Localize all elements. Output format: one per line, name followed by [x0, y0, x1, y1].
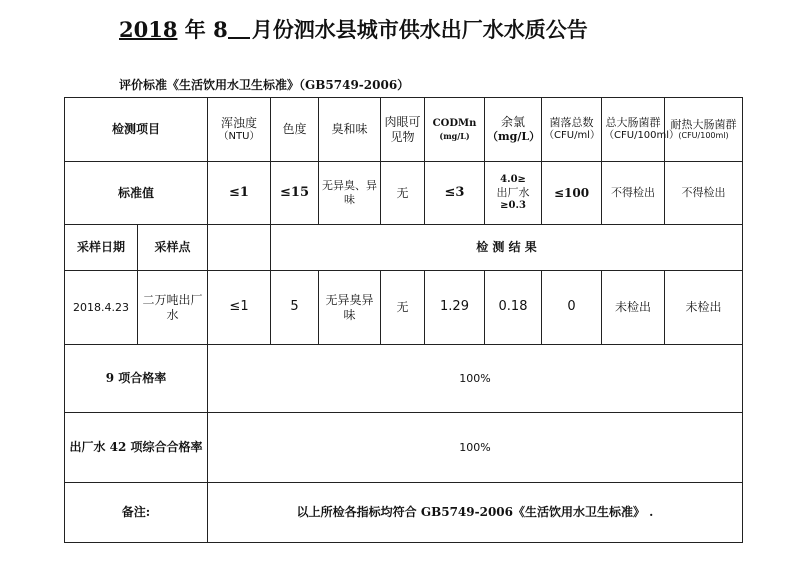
- header-coliform: 总大肠菌群 （CFU/100ml）: [602, 98, 665, 162]
- rate9-value: 100%: [208, 345, 743, 413]
- header-item: 检测项目: [65, 98, 208, 162]
- title-blank: [228, 17, 250, 39]
- result-chlorine: 0.18: [485, 271, 542, 345]
- standard-row: [65, 162, 743, 225]
- page-title: [119, 14, 679, 46]
- standard-label: 标准值: [65, 162, 208, 225]
- remark-row: [65, 483, 743, 543]
- header-chlorine: 余氯 （mg/L）: [485, 98, 542, 162]
- rate9-row: [65, 345, 743, 413]
- standard-bacteria: ≤100: [542, 162, 602, 225]
- result-codmn: 1.29: [425, 271, 485, 345]
- sampling-point-label: 采样点: [138, 225, 208, 271]
- header-visible: 肉眼可见物: [381, 98, 425, 162]
- result-coliform: 未检出: [602, 271, 665, 345]
- result-point: 二万吨出厂水: [138, 271, 208, 345]
- title-rest: 月份泗水县城市供水出厂水水质公告: [251, 17, 588, 42]
- results-label: 检 测 结 果: [271, 225, 743, 271]
- rate42-value: 100%: [208, 413, 743, 483]
- result-thermo: 未检出: [665, 271, 743, 345]
- header-bacteria: 菌落总数 （CFU/ml）: [542, 98, 602, 162]
- remark-label: 备注:: [65, 483, 208, 543]
- sampling-date-label: 采样日期: [65, 225, 138, 271]
- water-quality-table: [64, 97, 743, 543]
- result-visible: 无: [381, 271, 425, 345]
- standard-turbidity: ≤1: [208, 162, 271, 225]
- standard-chlorine: 4.0≥ 出厂水 ≥0.3: [485, 162, 542, 225]
- sampling-header-row: [65, 225, 743, 271]
- rate42-row: [65, 413, 743, 483]
- result-date: 2018.4.23: [65, 271, 138, 345]
- rate9-label: 9 项合格率: [65, 345, 208, 413]
- header-thermo: 耐热大肠菌群 (CFU/100ml): [665, 98, 743, 162]
- standard-thermo: 不得检出: [665, 162, 743, 225]
- result-turbidity: ≤1: [208, 271, 271, 345]
- result-odor: 无异臭异味: [319, 271, 381, 345]
- standard-odor: 无异臭、异味: [319, 162, 381, 225]
- rate42-label: 出厂水 42 项综合合格率: [65, 413, 208, 483]
- header-odor: 臭和味: [319, 98, 381, 162]
- standard-color: ≤15: [271, 162, 319, 225]
- header-row: [65, 98, 743, 162]
- standard-visible: 无: [381, 162, 425, 225]
- result-bacteria: 0: [542, 271, 602, 345]
- result-row: [65, 271, 743, 345]
- evaluation-standard: 评价标准《生活饮用水卫生标准》（GB5749-2006）: [119, 78, 410, 92]
- title-month: 年 8: [184, 17, 228, 42]
- result-color: 5: [271, 271, 319, 345]
- sampling-empty-cell: [208, 225, 271, 271]
- standard-coliform: 不得检出: [602, 162, 665, 225]
- header-turbidity: 浑浊度 （NTU）: [208, 98, 271, 162]
- remark-value: 以上所检各指标均符合 GB5749-2006《生活饮用水卫生标准》 .: [208, 483, 743, 543]
- standard-codmn: ≤3: [425, 162, 485, 225]
- header-color: 色度: [271, 98, 319, 162]
- title-year: 2018: [119, 17, 178, 42]
- header-codmn: CODMn (mg/L): [425, 98, 485, 162]
